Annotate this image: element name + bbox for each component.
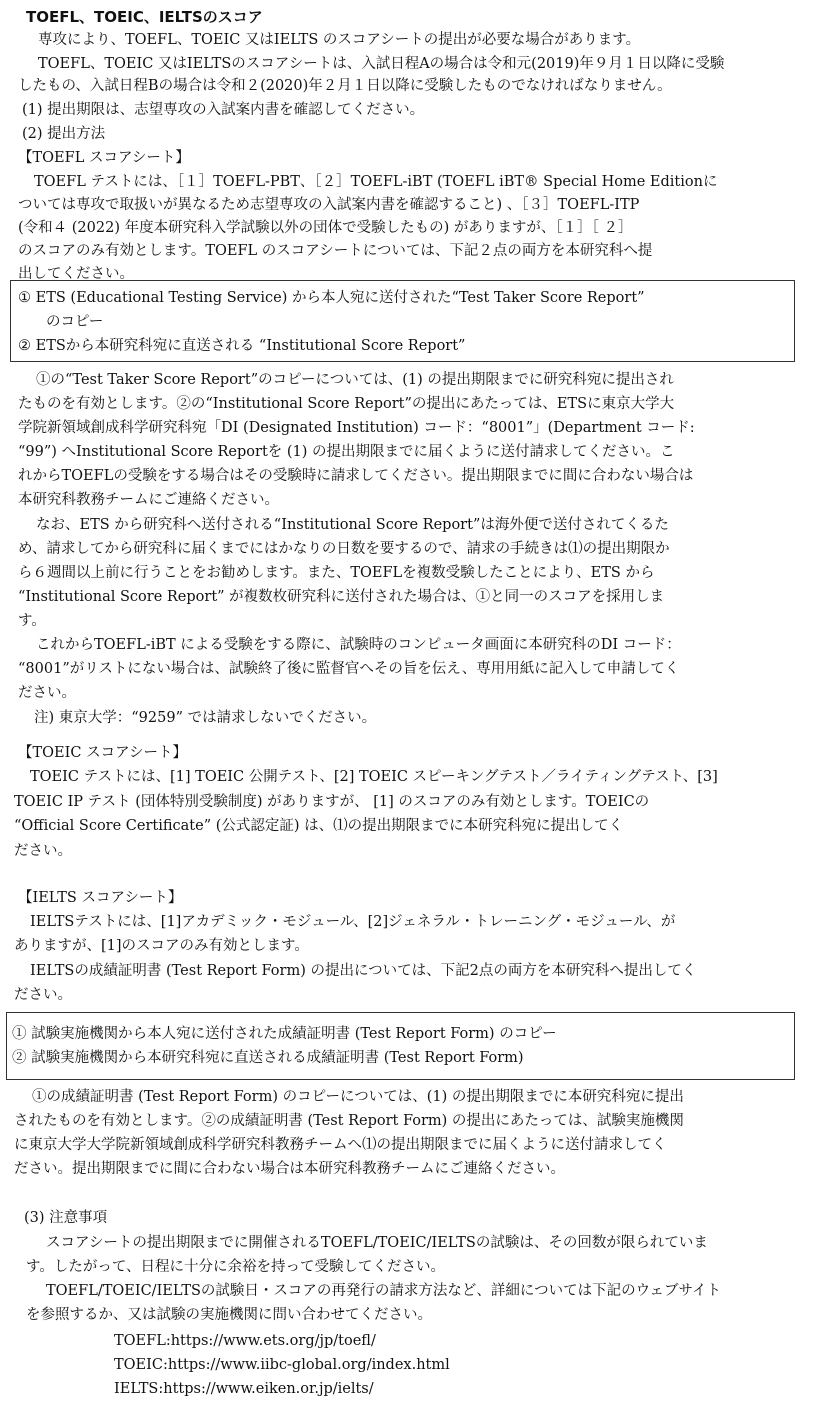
- ielts-para-line: IELTSの成績証明書 (Test Report Form) の提出については、下記2点の両方を本研究科へ提出してく: [30, 963, 697, 979]
- notes-heading: (3) 注意事項: [24, 1210, 108, 1226]
- intro-line: したもの、入試日程Bの場合は令和２(2020)年２月１日以降に受験したものでなければなりません。: [18, 78, 672, 94]
- toefl-para-line: (令和４ (2022) 年度本研究科入学試験以外の団体で受験したもの) がありますが、［１］［ ２］: [18, 220, 633, 236]
- notes-para-line: スコアシートの提出期限までに開催されるTOEFL/TOEIC/IELTSの試験は、その回数が限られていま: [46, 1235, 708, 1251]
- toefl-box-item: のコピー: [46, 314, 104, 330]
- toeic-para-line: TOEIC IP テスト (団体特別受験制度) がありますが、 [1] のスコアのみ有効とします。TOEICの: [14, 794, 650, 810]
- link-ielts[interactable]: IELTS:https://www.eiken.or.jp/ielts/: [114, 1381, 374, 1397]
- link-toeic[interactable]: TOEIC:https://www.iibc-global.org/index.html: [114, 1357, 450, 1373]
- toefl-para4-line: これからTOEFL-iBT による受験をする際に、試験時のコンピュータ画面に本研究科のDI コード：: [36, 637, 681, 653]
- ielts-box-item: ① 試験実施機関から本人宛に送付された成績証明書 (Test Report Form) のコピー: [12, 1026, 557, 1042]
- notes-para-line: を参照するか、又は試験の実施機関に問い合わせてください。: [26, 1307, 432, 1323]
- ielts-para-line: ありますが、[1]のスコアのみ有効とします。: [14, 938, 309, 954]
- toefl-para-line: のスコアのみ有効とします。TOEFL のスコアシートについては、下記２点の両方を本研究科へ提: [18, 243, 653, 259]
- toefl-note: 注) 東京大学：“9259” では請求しないでください。: [34, 710, 377, 726]
- toefl-para2-line: “99”) へInstitutional Score Reportを (1) の提出期限までに届くように送付請求してください。こ: [18, 444, 675, 460]
- toeic-para-line: ださい。: [14, 843, 72, 859]
- page-title: TOEFL、TOEIC、IELTSのスコア: [26, 8, 263, 26]
- ielts-heading: 【IELTS スコアシート】: [18, 890, 183, 906]
- notes-para-line: TOEFL/TOEIC/IELTSの試験日・スコアの再発行の請求方法など、詳細については下記のウェブサイト: [46, 1283, 722, 1299]
- toefl-para2-line: ①の“Test Taker Score Report”のコピーについては、(1) の提出期限までに研究科宛に提出され: [36, 372, 674, 388]
- toefl-para-line: 出してください。: [18, 266, 134, 282]
- toefl-para2-line: 本研究科教務チームにご連絡ください。: [18, 492, 279, 508]
- toefl-para-line: ついては専攻で取扱いが異なるため志望専攻の入試案内書を確認すること) 、［３］TOEFL-ITP: [18, 197, 640, 213]
- notes-para-line: す。したがって、日程に十分に余裕を持って受験してください。: [26, 1259, 446, 1275]
- item-deadline: (1) 提出期限は、志望専攻の入試案内書を確認してください。: [22, 102, 425, 118]
- toefl-para2-line: たものを有効とします。②の“Institutional Score Report”の提出にあたっては、ETSに東京大学大: [18, 396, 675, 412]
- toeic-para-line: “Official Score Certificate” (公式認定証) は、⑴の提出期限までに本研究科宛に提出してく: [14, 818, 624, 834]
- ielts-box-item: ② 試験実施機関から本研究科宛に直送される成績証明書 (Test Report Form): [12, 1050, 524, 1066]
- toefl-heading: 【TOEFL スコアシート】: [18, 150, 190, 166]
- toefl-para3-line: め、請求してから研究科に届くまでにはかなりの日数を要するので、請求の手続きは⑴の提出期限か: [18, 541, 670, 557]
- toefl-para4-line: “8001”がリストにない場合は、試験終了後に監督官へその旨を伝え、専用用紙に記入して申請してく: [18, 661, 680, 677]
- toefl-para2-line: れからTOEFLの受験をする場合はその受験時に請求してください。提出期限までに間に合わない場合は: [18, 468, 694, 484]
- toeic-heading: 【TOEIC スコアシート】: [18, 745, 187, 761]
- ielts-para3-line: されたものを有効とします。②の成績証明書 (Test Report Form) の提出にあたっては、試験実施機関: [14, 1113, 684, 1129]
- ielts-para3-line: ①の成績証明書 (Test Report Form) のコピーについては、(1) の提出期限までに本研究科宛に提出: [32, 1089, 684, 1105]
- toefl-para3-line: “Institutional Score Report” が複数枚研究科に送付された場合は、①と同一のスコアを採用しま: [18, 589, 665, 605]
- toefl-box-item: ② ETSから本研究科宛に直送される “Institutional Score Report”: [18, 338, 466, 354]
- intro-line: TOEFL、TOEIC 又はIELTSのスコアシートは、入試日程Aの場合は令和元(2019)年９月１日以降に受験: [38, 56, 725, 72]
- ielts-required-box: [6, 1012, 795, 1080]
- ielts-para3-line: ださい。提出期限までに間に合わない場合は本研究科教務チームにご連絡ください。: [14, 1161, 565, 1177]
- toefl-para3-line: なお、ETS から研究科へ送付される“Institutional Score Report”は海外便で送付されてくるた: [36, 517, 669, 533]
- toefl-box-item: ① ETS (Educational Testing Service) から本人宛に送付された“Test Taker Score Report”: [18, 290, 645, 306]
- ielts-para3-line: に東京大学大学院新領域創成科学研究科教務チームへ⑴の提出期限までに届くように送付請求してく: [14, 1137, 667, 1153]
- ielts-para-line: IELTSテストには、[1]アカデミック・モジュール、[2]ジェネラル・トレーニング・モジュール、が: [30, 914, 676, 930]
- toefl-para4-line: ださい。: [18, 685, 76, 701]
- item-method: (2) 提出方法: [22, 126, 106, 142]
- toeic-para-line: TOEIC テストには、[1] TOEIC 公開テスト、[2] TOEIC スピーキングテスト／ライティングテスト、[3]: [30, 769, 718, 785]
- ielts-para-line: ださい。: [14, 987, 72, 1003]
- toefl-para-line: TOEFL テストには、［１］TOEFL-PBT、［２］TOEFL-iBT (TOEFL iBT® Special Home Editionに: [34, 174, 718, 190]
- toefl-para2-line: 学院新領域創成科学研究科宛「DI (Designated Institution) コード：“8001”」(Department コード:: [18, 420, 695, 436]
- intro-line: 専攻により、TOEFL、TOEIC 又はIELTS のスコアシートの提出が必要な場合があります。: [38, 32, 641, 48]
- link-toefl[interactable]: TOEFL:https://www.ets.org/jp/toefl/: [114, 1333, 376, 1349]
- toefl-para3-line: ら６週間以上前に行うことをお勧めします。また、TOEFLを複数受験したことにより、ETS から: [18, 565, 655, 581]
- toefl-para3-line: す。: [18, 613, 46, 629]
